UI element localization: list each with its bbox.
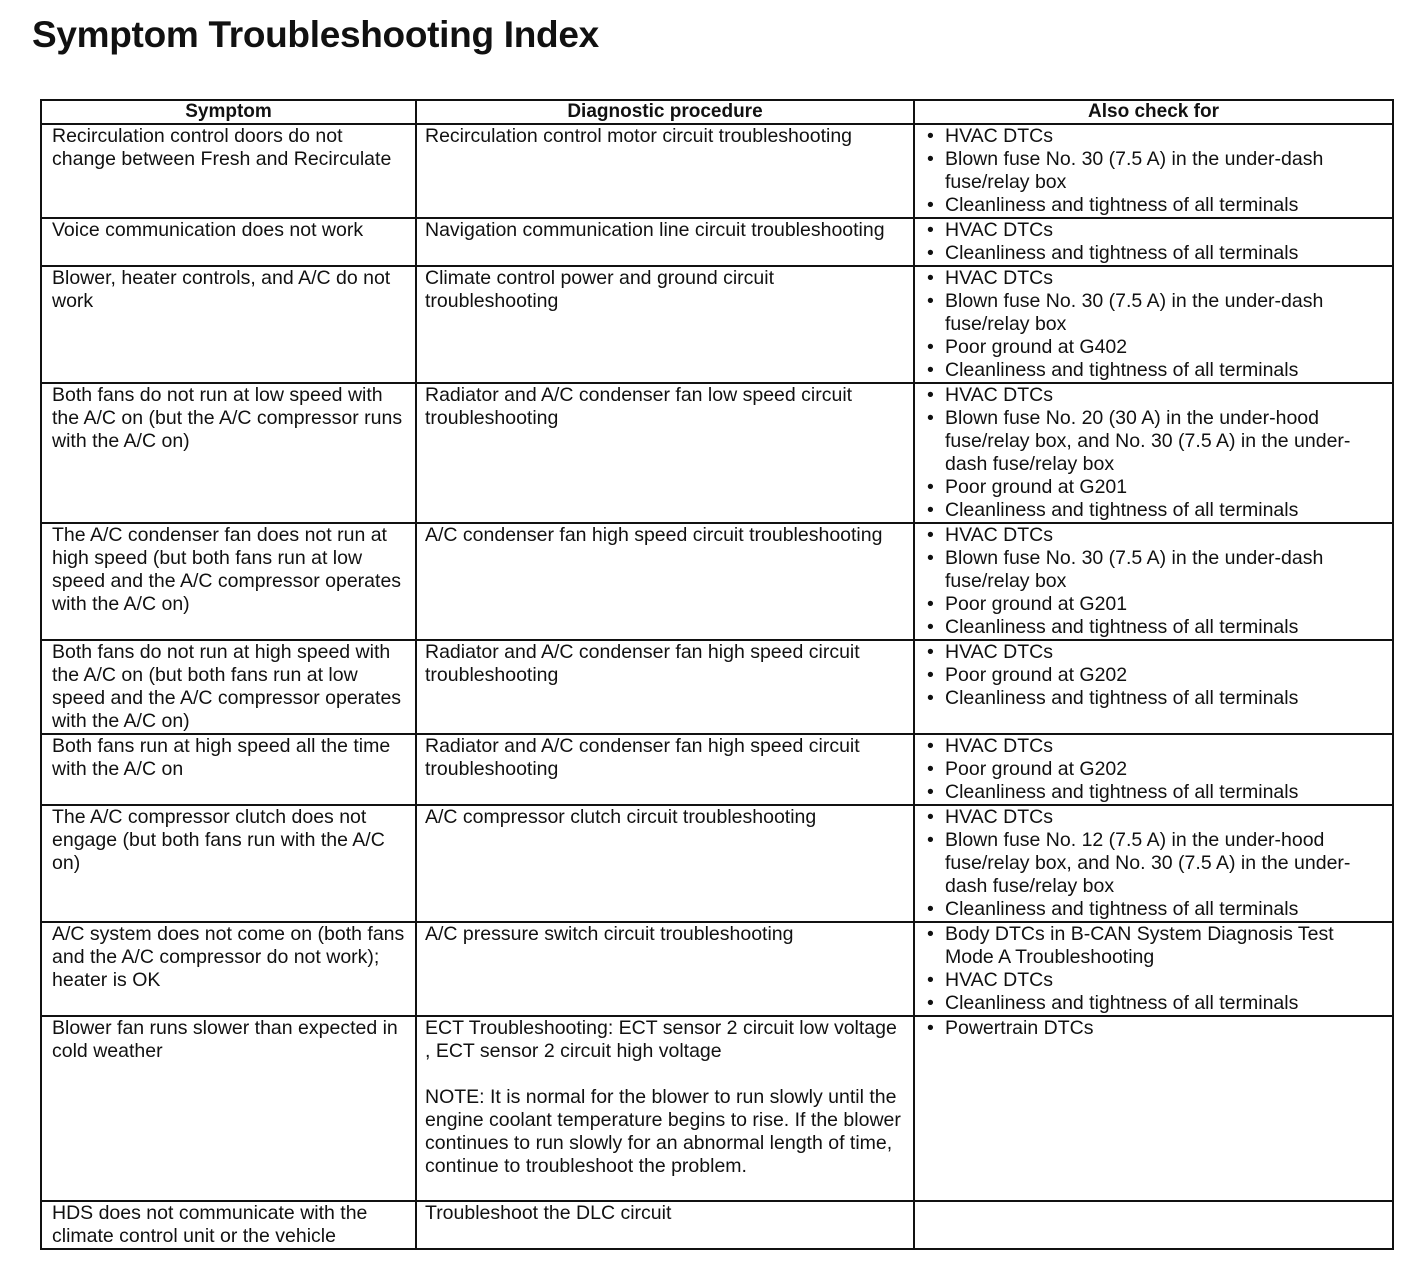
procedure-cell [416, 523, 914, 640]
also-check-cell [914, 1201, 1393, 1249]
procedure-cell [416, 922, 914, 1016]
also-check-cell [914, 734, 1393, 805]
procedure-cell [416, 734, 914, 805]
procedure-cell [416, 266, 914, 383]
also-check-item: • Powertrain DTCs [923, 1017, 1384, 1040]
procedure-text: Recirculation control motor circuit troubleshooting [425, 125, 853, 147]
procedure-text: Radiator and A/C condenser fan low speed circuit troubleshooting [425, 384, 853, 429]
also-check-item: • HVAC DTCs [923, 267, 1384, 290]
also-check-item: • Poor ground at G202 [923, 758, 1384, 781]
also-check-item: • HVAC DTCs [923, 806, 1384, 829]
also-check-cell [914, 922, 1393, 1016]
also-check-list [923, 125, 1384, 217]
also-check-item: • HVAC DTCs [923, 641, 1384, 664]
procedure-text: A/C condenser fan high speed circuit troubleshooting [425, 524, 883, 546]
procedure-cell [416, 1016, 914, 1201]
troubleshooting-table [40, 99, 1394, 1250]
procedure-text: A/C compressor clutch circuit troubleshooting [425, 806, 817, 828]
symptom-cell: A/C system does not come on (both fans and the A/C compressor do not work); heater is OK [41, 922, 416, 1016]
also-check-item: • Poor ground at G202 [923, 664, 1384, 687]
header-symptom: Symptom [41, 100, 416, 124]
symptom-cell: The A/C condenser fan does not run at high speed (but both fans run at low speed and the A/C compressor operates with the A/C on) [41, 523, 416, 640]
also-check-list [923, 806, 1384, 921]
also-check-item: • Cleanliness and tightness of all terminals [923, 898, 1384, 921]
also-check-list [923, 219, 1384, 265]
also-check-list [923, 524, 1384, 639]
symptom-cell: Recirculation control doors do not change between Fresh and Recirculate [41, 124, 416, 218]
also-check-list [923, 641, 1384, 710]
table-row [41, 523, 1393, 640]
table-row [41, 640, 1393, 734]
also-check-item: • Cleanliness and tightness of all terminals [923, 499, 1384, 522]
also-check-item: • Body DTCs in B-CAN System Diagnosis Test Mode A Troubleshooting [923, 923, 1384, 969]
also-check-item: • Poor ground at G201 [923, 476, 1384, 499]
table-body [41, 124, 1393, 1249]
also-check-cell [914, 1016, 1393, 1201]
table-row [41, 1201, 1393, 1249]
symptom-cell: Both fans run at high speed all the time with the A/C on [41, 734, 416, 805]
table-row [41, 1016, 1393, 1201]
symptom-cell: Blower, heater controls, and A/C do not work [41, 266, 416, 383]
procedure-text: A/C pressure switch circuit troubleshooting [425, 923, 794, 945]
symptom-cell: The A/C compressor clutch does not engage (but both fans run with the A/C on) [41, 805, 416, 922]
also-check-item: • Blown fuse No. 30 (7.5 A) in the under-dash fuse/relay box [923, 547, 1384, 593]
table-row [41, 218, 1393, 266]
also-check-item: • Poor ground at G402 [923, 336, 1384, 359]
page-title: Symptom Troubleshooting Index [32, 14, 599, 55]
also-check-cell [914, 523, 1393, 640]
also-check-list [923, 267, 1384, 382]
table-row [41, 734, 1393, 805]
also-check-item: • Blown fuse No. 12 (7.5 A) in the under-hood fuse/relay box, and No. 30 (7.5 A) in the under-dash fuse/relay box [923, 829, 1384, 898]
also-check-item: • Cleanliness and tightness of all terminals [923, 992, 1384, 1015]
procedure-cell [416, 383, 914, 523]
also-check-cell [914, 640, 1393, 734]
also-check-item: • Cleanliness and tightness of all terminals [923, 242, 1384, 265]
also-check-item: • Poor ground at G201 [923, 593, 1384, 616]
procedure-note: NOTE: It is normal for the blower to run slowly until the engine coolant temperature begins to rise. If the blower continues to run slowly for an abnormal length of time, continue to troubleshoot the problem. [425, 1086, 901, 1177]
also-check-item: • Cleanliness and tightness of all terminals [923, 194, 1384, 217]
also-check-item: • HVAC DTCs [923, 384, 1384, 407]
procedure-text: ECT Troubleshooting: ECT sensor 2 circuit low voltage , ECT sensor 2 circuit high voltage [425, 1017, 897, 1062]
also-check-item: • HVAC DTCs [923, 219, 1384, 242]
table-header-row [41, 100, 1393, 124]
also-check-list [923, 384, 1384, 522]
procedure-cell [416, 1201, 914, 1249]
table-row [41, 805, 1393, 922]
also-check-item: • HVAC DTCs [923, 735, 1384, 758]
also-check-item: • Cleanliness and tightness of all terminals [923, 781, 1384, 804]
also-check-item: • HVAC DTCs [923, 125, 1384, 148]
procedure-text: Climate control power and ground circuit troubleshooting [425, 267, 775, 312]
also-check-list [923, 923, 1384, 1015]
procedure-cell [416, 805, 914, 922]
also-check-cell [914, 383, 1393, 523]
symptom-cell: Both fans do not run at high speed with the A/C on (but both fans run at low speed and the A/C compressor operates with the A/C on) [41, 640, 416, 734]
procedure-cell [416, 124, 914, 218]
procedure-text: Troubleshoot the DLC circuit [425, 1202, 672, 1224]
also-check-cell [914, 805, 1393, 922]
header-also-check-for: Also check for [914, 100, 1393, 124]
procedure-cell [416, 640, 914, 734]
also-check-cell [914, 266, 1393, 383]
also-check-item: • HVAC DTCs [923, 969, 1384, 992]
also-check-item: • Blown fuse No. 30 (7.5 A) in the under-dash fuse/relay box [923, 290, 1384, 336]
also-check-item: • Cleanliness and tightness of all terminals [923, 687, 1384, 710]
also-check-cell [914, 124, 1393, 218]
symptom-cell: Blower fan runs slower than expected in cold weather [41, 1016, 416, 1201]
header-diagnostic-procedure: Diagnostic procedure [416, 100, 914, 124]
procedure-cell [416, 218, 914, 266]
procedure-text: Navigation communication line circuit troubleshooting [425, 219, 885, 241]
table-row [41, 124, 1393, 218]
table-row [41, 383, 1393, 523]
also-check-list [923, 1017, 1384, 1040]
procedure-text: Radiator and A/C condenser fan high speed circuit troubleshooting [425, 641, 860, 686]
table-row [41, 266, 1393, 383]
also-check-item: • Cleanliness and tightness of all terminals [923, 359, 1384, 382]
also-check-item: • HVAC DTCs [923, 524, 1384, 547]
also-check-item: • Blown fuse No. 20 (30 A) in the under-hood fuse/relay box, and No. 30 (7.5 A) in the under-dash fuse/relay box [923, 407, 1384, 476]
symptom-cell: HDS does not communicate with the climate control unit or the vehicle [41, 1201, 416, 1249]
also-check-list [923, 735, 1384, 804]
symptom-cell: Voice communication does not work [41, 218, 416, 266]
table-row [41, 922, 1393, 1016]
also-check-item: • Blown fuse No. 30 (7.5 A) in the under-dash fuse/relay box [923, 148, 1384, 194]
symptom-cell: Both fans do not run at low speed with the A/C on (but the A/C compressor runs with the A/C on) [41, 383, 416, 523]
also-check-cell [914, 218, 1393, 266]
also-check-item: • Cleanliness and tightness of all terminals [923, 616, 1384, 639]
procedure-text: Radiator and A/C condenser fan high speed circuit troubleshooting [425, 735, 860, 780]
